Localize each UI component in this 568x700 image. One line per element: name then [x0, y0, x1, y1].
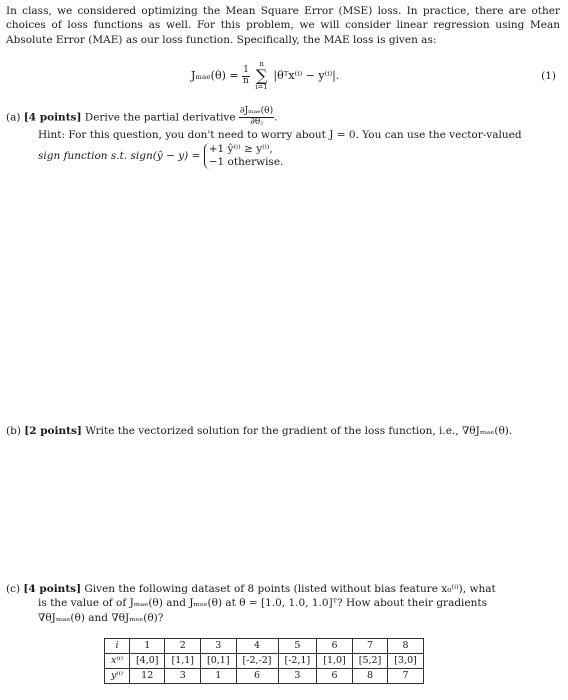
table-cell: 5 [278, 639, 317, 654]
part-b-points: [2 points] [24, 425, 82, 437]
table-row [105, 654, 424, 669]
table-cell: 4 [236, 639, 278, 654]
sign-lead: sign function s.t. sign(ŷ − y) = [38, 149, 201, 162]
part-a-points: [4 points] [23, 111, 82, 124]
fraction-numerator: 1 [243, 65, 249, 76]
hint-text: Hint: For this question, you don't need to worry about J = 0. You can use the vector-valued [38, 129, 522, 142]
sum-lower-limit: i=1 [255, 83, 268, 92]
part-a-hint [38, 128, 560, 169]
sign-case-positive: +1 ŷ⁽ⁱ⁾ ≥ y⁽ⁱ⁾, [208, 142, 273, 155]
part-b-text: Write the vectorized solution for the gradient of the loss function, i.e., ∇θJₘₐₑ(θ). [85, 425, 513, 437]
sign-definition [38, 143, 560, 169]
intro-paragraph: In class, we considered optimizing the Mean Square Error (MSE) loss. In practice, there are other choices of loss functions as well. For this problem, we will consider linear regression using Mean Absolute Error (MAE) as our loss function. Specifically, the MAE loss is given as: [6, 5, 560, 46]
derivative-denominator: ∂θⱼ [250, 117, 263, 128]
equation-number: (1) [541, 70, 556, 83]
fraction-denominator: n [243, 75, 249, 86]
table-cell: 12 [129, 669, 165, 684]
equation-lhs: Jₘₐₑ(θ) = [191, 69, 239, 83]
mae-equation [6, 53, 560, 101]
table-row [105, 669, 424, 684]
table-cell: [5,2] [352, 654, 388, 669]
table-cell: [0,1] [201, 654, 237, 669]
partial-derivative [239, 107, 274, 128]
part-c-line1: Given the following dataset of 8 points (listed without bias feature x₀⁽ⁱ⁾), what [84, 583, 496, 595]
table-cell: 3 [201, 639, 237, 654]
part-c-line3: ∇θJₘₐₑ(θ) and ∇θJₘₛₑ(θ)? [38, 611, 164, 624]
table-cell: [3,0] [388, 654, 424, 669]
derivative-numerator: ∂Jₘₐₑ(θ) [239, 106, 274, 117]
sum-upper-limit: n [259, 60, 264, 69]
table-cell: 6 [317, 639, 353, 654]
part-b [6, 424, 560, 438]
equation-body [191, 61, 339, 91]
dataset-table [104, 638, 424, 684]
table-cell: 3 [165, 669, 201, 684]
part-a-prompt: Derive the partial derivative [84, 111, 236, 124]
table-cell: 3 [278, 669, 317, 684]
part-b-label: (b) [6, 425, 21, 437]
table-cell: 2 [165, 639, 201, 654]
table-row [105, 639, 424, 654]
equation-fraction [242, 66, 250, 87]
document-page [6, 4, 560, 624]
sign-cases [204, 143, 284, 169]
row-label-x: x⁽ⁱ⁾ [105, 654, 130, 669]
table-cell: [1,0] [317, 654, 353, 669]
table-cell: 1 [201, 669, 237, 684]
part-c-points: [4 points] [23, 583, 82, 595]
part-a-label: (a) [6, 111, 21, 124]
part-c-label: (c) [6, 583, 21, 595]
table-cell: 7 [388, 669, 424, 684]
part-a [6, 107, 560, 169]
table-cell: [1,1] [165, 654, 201, 669]
sigma-icon: ∑ [255, 66, 268, 86]
table-cell: 6 [236, 669, 278, 684]
equation-summand: |θᵀx⁽ⁱ⁾ − y⁽ⁱ⁾|. [273, 69, 340, 83]
sign-case-negative: −1 otherwise. [208, 155, 284, 168]
part-a-period: . [274, 111, 278, 124]
part-c [6, 582, 560, 625]
table-cell: [-2,-2] [236, 654, 278, 669]
table-cell: 8 [388, 639, 424, 654]
table-cell: 8 [352, 669, 388, 684]
table-cell: 7 [352, 639, 388, 654]
table-cell: 6 [317, 669, 353, 684]
table-cell: 1 [129, 639, 165, 654]
row-label-i: i [105, 639, 130, 654]
part-c-line2: is the value of of Jₘₐₑ(θ) and Jₘₛₑ(θ) at θ = [1.0, 1.0, 1.0]ᵀ? How about their gradients [38, 597, 488, 610]
row-label-y: y⁽ⁱ⁾ [105, 669, 130, 684]
table-cell: [4,0] [129, 654, 165, 669]
table-cell: [-2,1] [278, 654, 317, 669]
summation-symbol [255, 61, 268, 91]
